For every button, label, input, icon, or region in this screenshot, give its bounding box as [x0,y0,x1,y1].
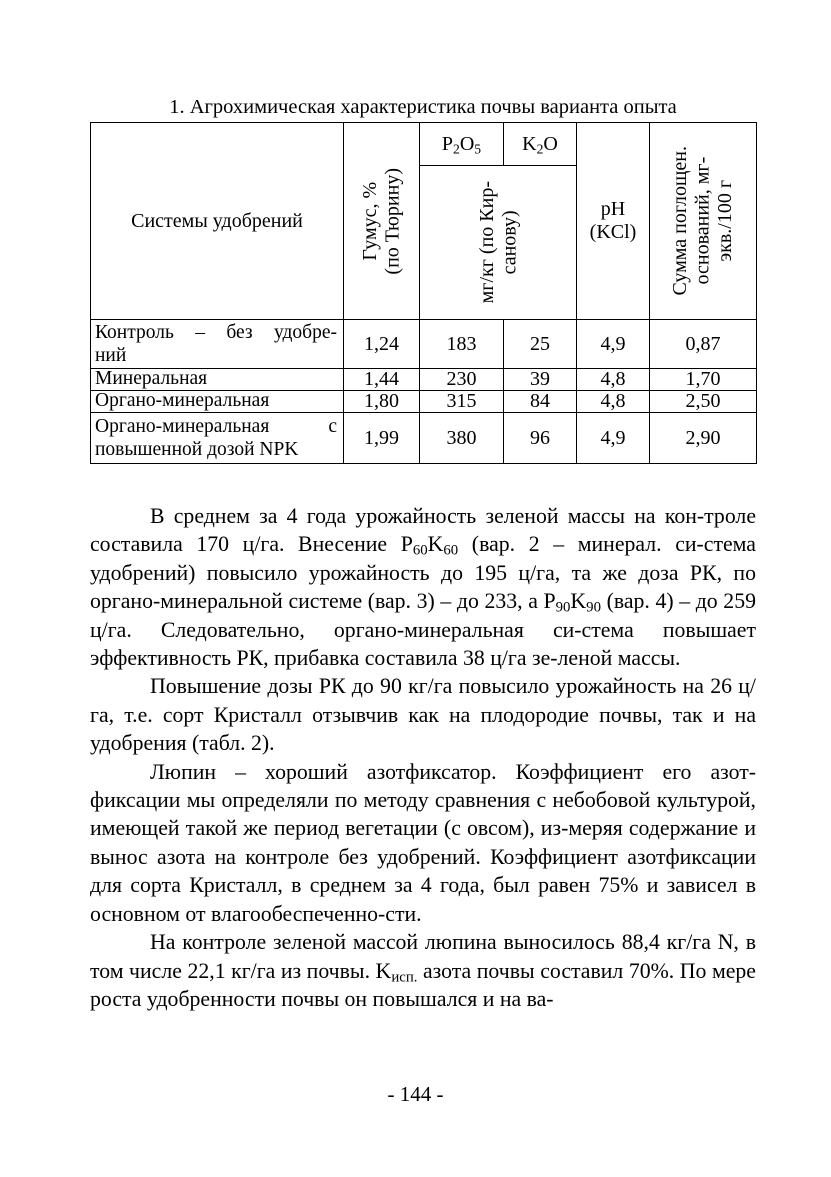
cell-ph: 4,9 [577,413,650,464]
cell-sum: 1,70 [650,369,757,391]
header-p2o5: $P_2O_5$ [420,123,504,166]
paragraph-nitrogen-uptake: На контроле зеленой массой люпина выносилось 88,4 кг/га N, в том числе 22,1 кг/га из почвы. $K_{исп.}$ азота почвы составил 70%. По мере роста удобренности почвы он повышался и на ва- [90,930,756,1011]
cell-ph: 4,8 [577,369,650,391]
cell-ph: 4,8 [577,391,650,413]
cell-ph: 4,9 [577,320,650,369]
row-name: Контроль – без удобре- ний [91,320,344,369]
body-text [90,502,756,1013]
table-row [91,391,757,413]
header-ph [577,123,650,320]
header-sum-bases [650,123,757,320]
page-number: - 144 - [387,1082,444,1106]
header-k2o: $K_2O$ [504,123,577,166]
cell-p2o5: 183 [420,320,504,369]
header-sum-bases-label: Сумма поглощен. оснований, мг- экв./100 г [669,146,737,296]
header-system-label: Системы удобрений [131,209,303,232]
header-humus-label: Гумус, % (по Тюрину) [359,167,404,275]
table-row [91,413,757,464]
table-caption: 1. Агрохимическая характеристика почвы варианта опыта [169,96,677,118]
cell-k2o: 84 [504,391,577,413]
cell-k2o: 25 [504,320,577,369]
cell-k2o: 39 [504,369,577,391]
table-row [91,320,757,369]
header-mgkg-label: мг/кг (по Кир- санову) [475,181,520,304]
agrochemical-table [90,122,757,464]
header-ph-line2: (KCl) [589,221,637,243]
cell-humus: 1,24 [344,320,420,369]
header-humus [344,123,420,320]
paragraph-nitrogen-fixation: Люпин – хороший азотфиксатор. Коэффициент его азот-фиксации мы определяли по методу сравнения с небобовой культурой, имеющей такой же период вегетации (с овсом), из-меряя содержание и вынос азота на контроле без удобрений. Коэффициент азотфиксации для сорта Кристалл, в среднем за 4 года, был равен 75% и зависел в основном от влагообеспеченно-сти. [90,759,756,926]
header-mgkg [420,166,577,320]
cell-p2o5: 315 [420,391,504,413]
cell-p2o5: 380 [420,413,504,464]
row-name: Минеральная [91,369,344,391]
header-ph-line1: pH [600,198,626,220]
cell-sum: 2,50 [650,391,757,413]
cell-sum: 2,90 [650,413,757,464]
cell-humus: 1,44 [344,369,420,391]
paragraph-pk-dose: Повышение дозы РК до 90 кг/га повысило урожайность на 26 ц/га, т.е. сорт Кристалл отзывчив как на плодородие почвы, так и на удобрения (табл. 2). [90,674,756,756]
paragraph-yield: В среднем за 4 года урожайность зеленой массы на кон-троле составила 170 ц/га. Внесение $P_{60}K_{60}$ (вар. 2 – минерал. си-стема удобрений) повысило урожайность до 195 ц/га, та же доза РК, по органо-минеральной системе (вар. 3) – до 233, а $P_{90}K_{90}$ (вар. 4) – до 259 ц/га. Следовательно, органо-минеральная си-стема повышает эффективность РК, прибавка составила 38 ц/га зе-леной массы. [90,504,756,671]
cell-sum: 0,87 [650,320,757,369]
cell-humus: 1,80 [344,391,420,413]
cell-humus: 1,99 [344,413,420,464]
row-name: Органо-минеральная [91,391,344,413]
header-system [91,123,344,320]
cell-k2o: 96 [504,413,577,464]
row-name: Органо-минеральная с повышенной дозой NPK [91,413,344,464]
table-row [91,369,757,391]
cell-p2o5: 230 [420,369,504,391]
